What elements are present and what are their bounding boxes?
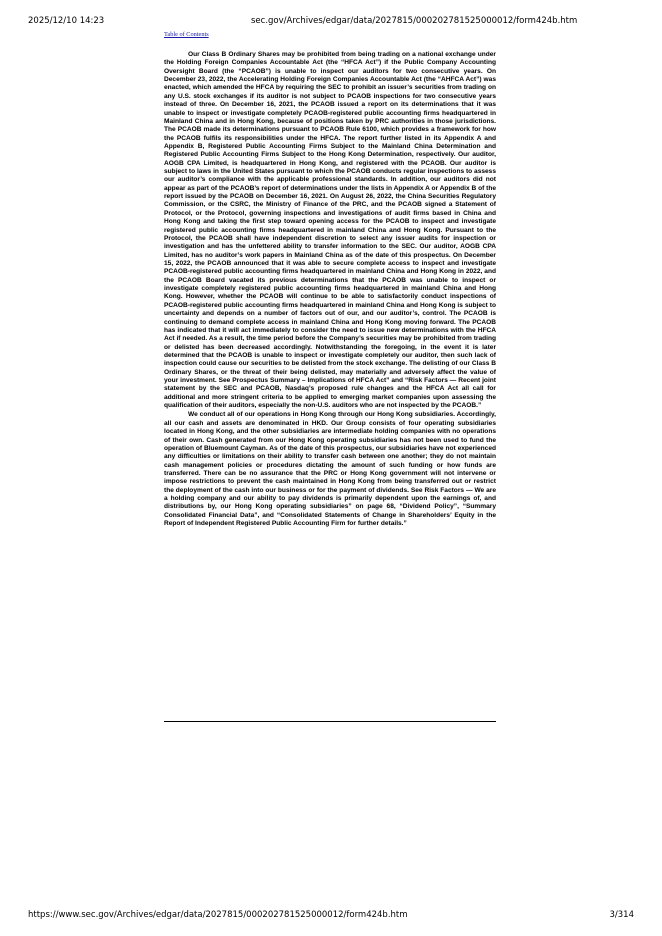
print-datetime: 2025/12/10 14:23 bbox=[28, 16, 105, 26]
print-url: https://www.sec.gov/Archives/edgar/data/2027815/000202781525000012/form424b.htm bbox=[28, 910, 408, 920]
table-of-contents-link[interactable]: Table of Contents bbox=[164, 31, 209, 38]
paragraph-hfca-act: Our Class B Ordinary Shares may be prohibited from being trading on a national exchange under the Holding Foreign Companies Accountable Act (the “HFCA Act”) if the Public Company Accounting Oversight Board (the “PCAOB”) is unable to inspect our auditors for two consecutive years. On December 23, 2022, the Accelerating Holding Foreign Companies Accountable Act (the “AHFCA Act”) was enacted, which amended the HFCA by requiring the SEC to prohibit an issuer’s securities from trading on any U.S. stock exchanges if its auditor is not subject to PCAOB inspections for two consecutive years instead of three. On December 16, 2021, the PCAOB issued a report on its determinations that it was unable to inspect or investigate completely PCAOB-registered public accounting firms headquartered in Mainland China and in Hong Kong, because of positions taken by PRC authorities in those jurisdictions. The PCAOB made its determinations pursuant to PCAOB Rule 6100, which provides a framework for how the PCAOB fulfils its responsibilities under the HFCA. The report further listed in its Appendix A and Appendix B, Registered Public Accounting Firms Subject to the Mainland China Determination and Registered Public Accounting Firms Subject to the Hong Kong Determination, respectively. Our auditor, AOGB CPA Limited, is headquartered in Hong Kong, and registered with the PCAOB. Our auditor is subject to laws in the United States pursuant to which the PCAOB conducts regular inspections to assess our auditor’s compliance with the applicable professional standards. In addition, our auditors did not appear as part of the PCAOB’s report of determinations under the lists in Appendix A or Appendix B of the report issued by the PCAOB on December 16, 2021. On August 26, 2022, the China Securities Regulatory Commission, or the CSRC, the Ministry of Finance of the PRC, and the PCAOB signed a Statement of Protocol, or the Protocol, governing inspections and investigations of audit firms based in China and Hong Kong and taking the first step toward opening access for the PCAOB to inspect and investigate registered public accounting firms headquartered in mainland China and Hong Kong. Pursuant to the Protocol, the PCAOB shall have independent discretion to select any issuer audits for inspection or investigation and has the unfettered ability to transfer information to the SEC. Our auditor, AOGB CPA Limited, has no auditor’s work papers in Mainland China as of the date of this prospectus. On December 15, 2022, the PCAOB announced that it was able to secure complete access to inspect and investigate PCAOB-registered public accounting firms headquartered in mainland China and Hong Kong in 2022, and the PCAOB Board vacated its previous determinations that the PCAOB was unable to inspect or investigate completely registered public accounting firms headquartered in mainland China and Hong Kong. However, whether the PCAOB will continue to be able to satisfactorily conduct inspections of PCAOB-registered public accounting firms headquartered in mainland China and Hong Kong is subject to uncertainty and depends on a number of factors out of our, and our auditor’s, control. The PCAOB is continuing to demand complete access in mainland China and Hong Kong moving forward. The PCAOB has indicated that it will act immediately to consider the need to issue new determinations with the HFCA Act if needed. As a result, the time period before the Company’s securities may be prohibited from trading or delisted has been decreased accordingly. Notwithstanding the foregoing, in the event it is later determined that the PCAOB is unable to inspect or investigate completely our auditor, then such lack of inspection could cause our securities to be delisted from the stock exchange. The delisting of our Class B Ordinary Shares, or the threat of their being delisted, may materially and adversely affect the value of your investment. See Prospectus Summary – Implications of HFCA Act” and “Risk Factors — Recent joint statement by the SEC and PCAOB, Nasdaq’s proposed rule changes and the HFCA Act all call for additional and more stringent criteria to be applied to emerging market companies upon assessing the qualification of their auditors, especially the non-U.S. auditors who are not inspected by the PCAOB.” bbox=[164, 51, 496, 410]
document-body bbox=[164, 51, 496, 529]
page-divider bbox=[164, 721, 496, 722]
print-page-title: sec.gov/Archives/edgar/data/2027815/000202781525000012/form424b.htm bbox=[251, 16, 578, 26]
print-header bbox=[28, 16, 634, 28]
paragraph-hong-kong-operations: We conduct all of our operations in Hong Kong through our Hong Kong subsidiaries. Accordingly, all our cash and assets are denominated in HKD. Our Group consists of four operating subsidiaries located in Hong Kong, and the other subsidiaries are intermediate holding companies with no operations of their own. Cash generated from our Hong Kong operating subsidiaries has not been used to fund the operation of Bluemount Cayman. As of the date of this prospectus, our subsidiaries have not experienced any difficulties or limitations on their ability to transfer cash between one another; they do not maintain cash management policies or procedures dictating the amount of such funding or how funds are transferred. There can be no assurance that the PRC or Hong Kong government will not intervene or impose restrictions to prevent the cash maintained in Hong Kong from being transferred out or restrict the deployment of the cash into our business or for the payment of dividends. See Risk Factors — We are a holding company and our ability to pay dividends is primarily dependent upon the earnings of, and distributions by, our Hong Kong operating subsidiaries” on page 68, “Dividend Policy”, “Summary Consolidated Financial Data”, and “Consolidated Statements of Change in Shareholders’ Equity in the Report of Independent Registered Public Accounting Firm for further details.” bbox=[164, 411, 496, 528]
print-footer bbox=[28, 910, 634, 922]
page-number: 3/314 bbox=[609, 910, 634, 920]
